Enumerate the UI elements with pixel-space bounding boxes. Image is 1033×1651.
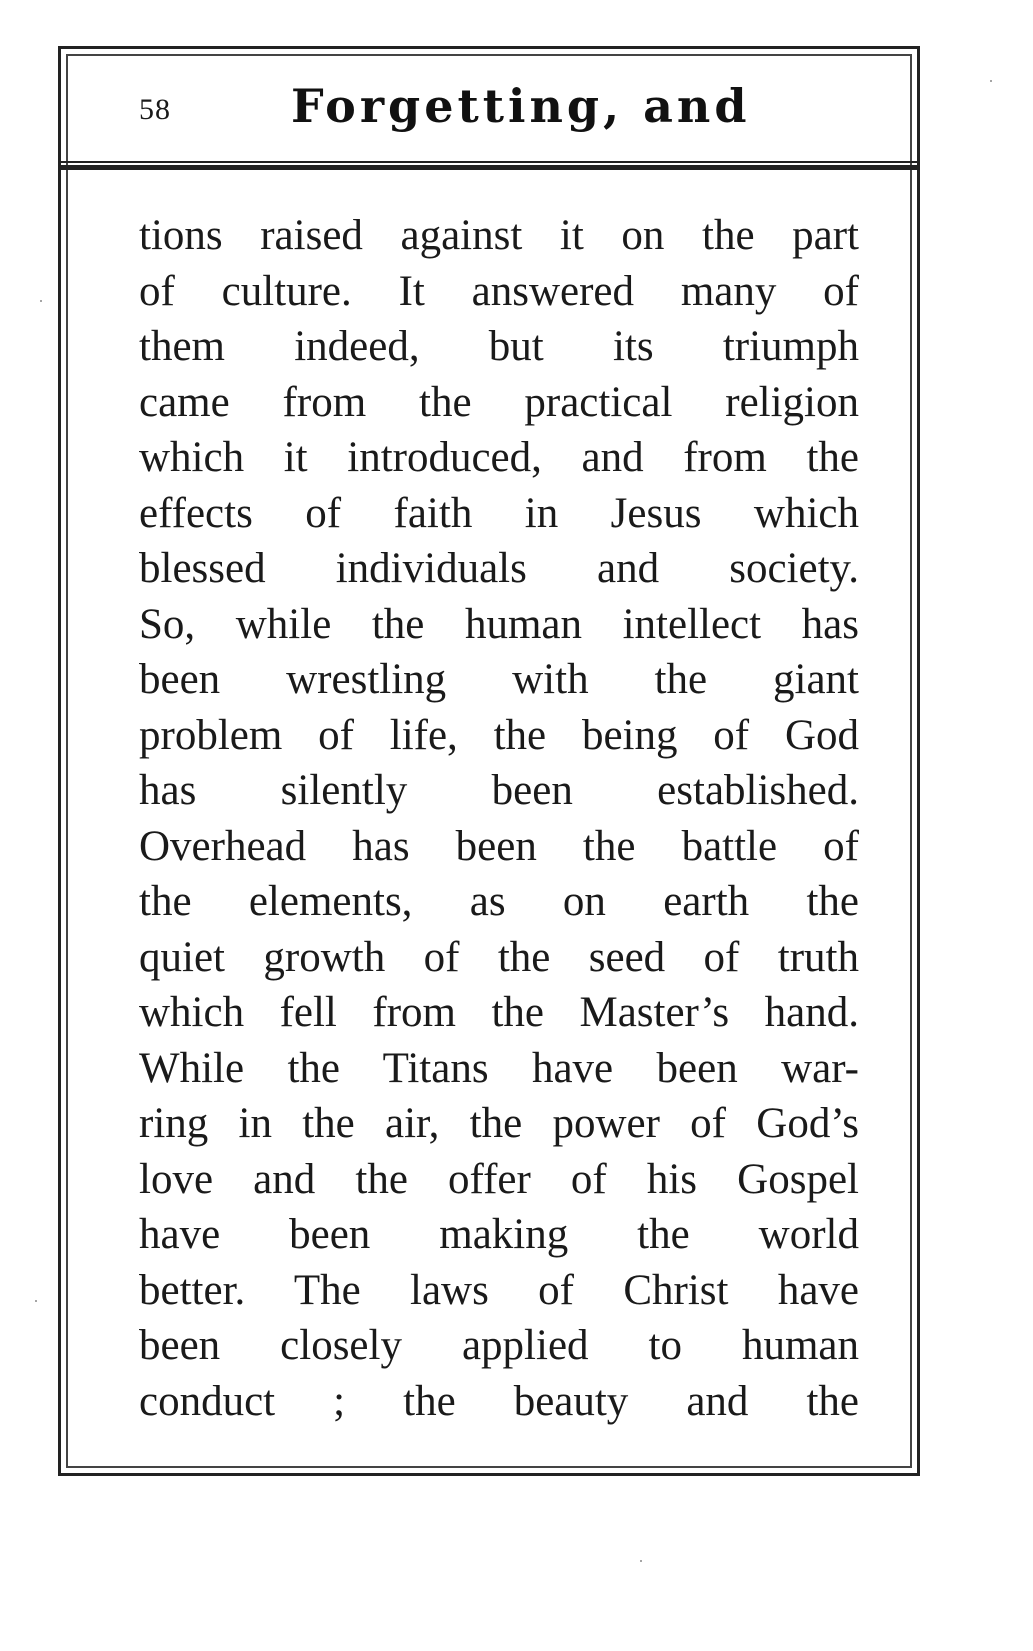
- text-line: better. The laws of Christ have: [139, 1266, 859, 1314]
- text-line: quiet growth of the seed of truth: [139, 933, 859, 981]
- page-number: 58: [139, 93, 171, 126]
- page-header: [61, 49, 917, 167]
- text-line: love and the offer of his Gospel: [139, 1155, 859, 1203]
- text-line: problem of life, the being of God: [139, 711, 859, 759]
- text-line: came from the practical religion: [139, 378, 859, 426]
- page-border: [58, 46, 920, 1476]
- text-block: [61, 167, 917, 1473]
- text-line: ring in the air, the power of God’s: [139, 1100, 859, 1147]
- text-line: While the Titans have been war-: [139, 1044, 859, 1092]
- body-text: [139, 208, 859, 1429]
- text-line: been wrestling with the giant: [139, 656, 859, 703]
- text-line: conduct ; the beauty and the: [139, 1377, 859, 1425]
- text-line: Overhead has been the battle of: [139, 822, 859, 870]
- text-line: blessed individuals and society.: [139, 545, 859, 592]
- paper-speck: [990, 80, 992, 82]
- paper-speck: [40, 300, 42, 302]
- text-line: has silently been established.: [139, 767, 859, 814]
- running-head: Forgetting, and: [291, 79, 751, 133]
- text-line: them indeed, but its triumph: [139, 323, 859, 370]
- paper-speck: [35, 1300, 37, 1302]
- paper-speck: [640, 1560, 642, 1562]
- text-line: the elements, as on earth the: [139, 878, 859, 925]
- text-line: been closely applied to human: [139, 1322, 859, 1369]
- text-line: which it introduced, and from the: [139, 434, 859, 481]
- text-line: of culture. It answered many of: [139, 267, 859, 315]
- text-line: effects of faith in Jesus which: [139, 489, 859, 537]
- text-line: which fell from the Master’s hand.: [139, 989, 859, 1036]
- text-line: have been making the world: [139, 1211, 859, 1258]
- text-line: tions raised against it on the part: [139, 212, 859, 259]
- text-line: So, while the human intellect has: [139, 600, 859, 648]
